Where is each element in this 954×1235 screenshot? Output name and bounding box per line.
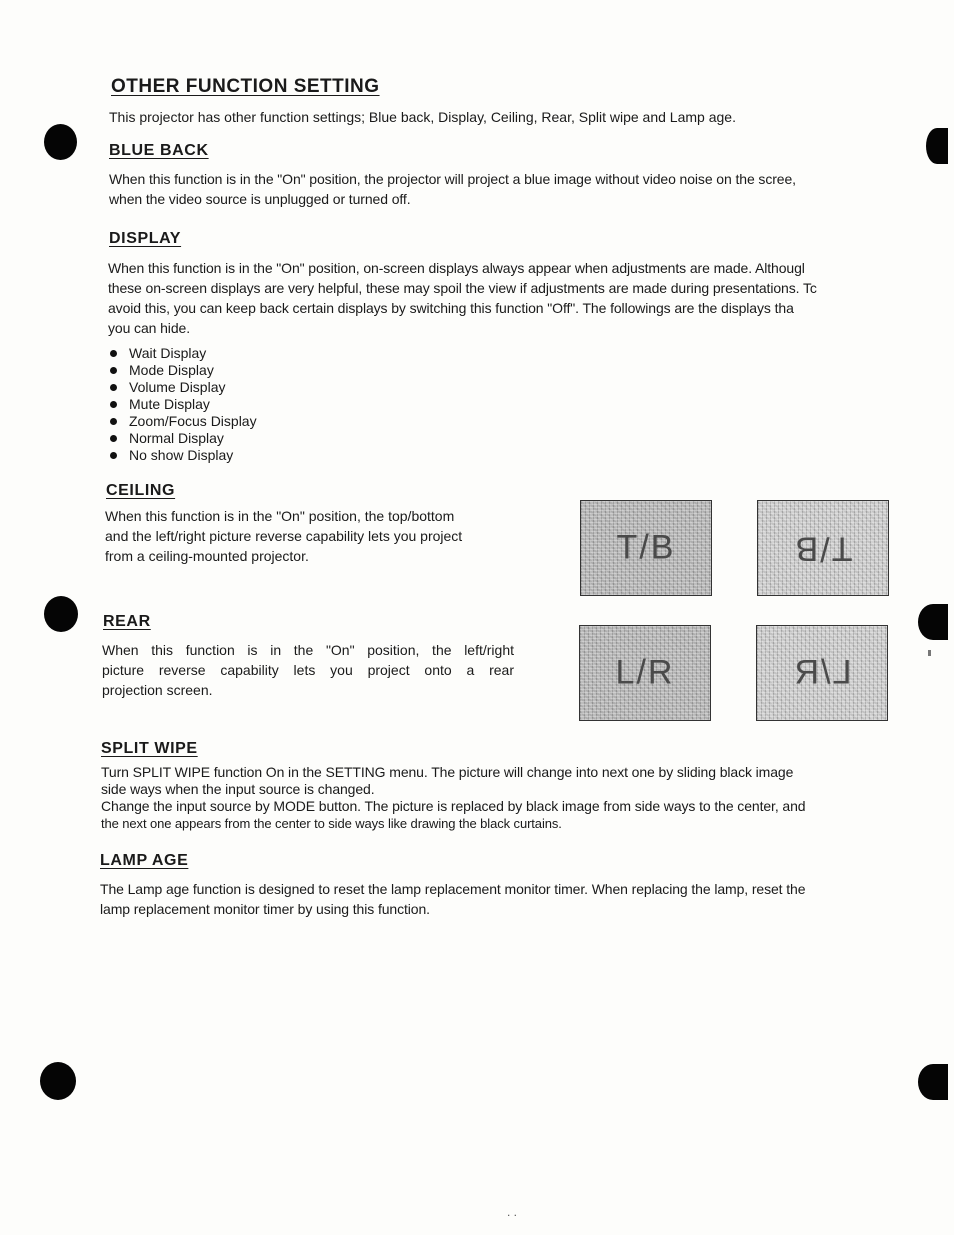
rear-line: When this function is in the "On" position, the left/right — [102, 642, 514, 658]
ceiling-line: from a ceiling-mounted projector. — [105, 548, 309, 564]
list-item: Normal Display — [108, 430, 257, 447]
list-item: Wait Display — [108, 345, 257, 362]
display-heading: DISPLAY — [109, 230, 182, 247]
ceiling-line: When this function is in the "On" position, the top/bottom — [105, 508, 455, 524]
list-item: Mode Display — [108, 362, 257, 379]
split-wipe-line: side ways when the input source is changed. — [101, 781, 375, 797]
list-item: Volume Display — [108, 379, 257, 396]
punch-hole-bottom-right — [918, 1064, 948, 1100]
punch-hole-top-left — [44, 124, 77, 160]
punch-hole-top-right — [926, 128, 948, 164]
list-item: No show Display — [108, 447, 257, 464]
blue-back-line: When this function is in the "On" position, the projector will project a blue image without video noise on the scree, — [109, 171, 796, 187]
page-number-mark: . . — [507, 1205, 518, 1219]
ceiling-text — [105, 506, 525, 566]
ceiling-reversed-image — [757, 500, 889, 596]
lamp-age-text — [100, 879, 945, 919]
page-title: OTHER FUNCTION SETTING — [111, 76, 380, 97]
display-text — [108, 258, 948, 338]
split-wipe-text — [101, 764, 946, 832]
ceiling-normal-label: T/B — [616, 528, 676, 567]
lamp-age-line: The Lamp age function is designed to reset the lamp replacement monitor timer. When replacing the lamp, reset the — [100, 881, 806, 897]
split-wipe-line: the next one appears from the center to side ways like drawing the black curtains. — [101, 816, 562, 831]
rear-reversed-image — [756, 625, 888, 721]
rear-text — [102, 640, 514, 700]
rear-reversed-label: L/R — [792, 653, 852, 692]
split-wipe-heading: SPLIT WIPE — [101, 740, 198, 757]
blue-back-text — [109, 169, 949, 209]
list-item: Zoom/Focus Display — [108, 413, 257, 430]
display-line: When this function is in the "On" position, on-screen displays always appear when adjustments are made. Althougl — [108, 260, 805, 276]
display-line: these on-screen displays are very helpful, these may spoil the view if adjustments are made during presentations. Tc — [108, 280, 817, 296]
list-item: Mute Display — [108, 396, 257, 413]
display-line: you can hide. — [108, 320, 190, 336]
ceiling-heading: CEILING — [106, 482, 176, 499]
ceiling-reversed-label: T/B — [793, 529, 853, 568]
rear-line: picture reverse capability lets you project onto a rear — [102, 662, 514, 678]
punch-hole-mid-right — [918, 604, 948, 640]
rear-normal-label: L/R — [615, 653, 675, 692]
rear-normal-image — [579, 625, 711, 721]
punch-hole-bottom-left — [40, 1062, 76, 1100]
split-wipe-line: Turn SPLIT WIPE function On in the SETTING menu. The picture will change into next one by sliding black image — [101, 764, 794, 780]
ceiling-line: and the left/right picture reverse capability lets you project — [105, 528, 463, 544]
rear-line: projection screen. — [102, 682, 213, 698]
display-list — [108, 345, 257, 464]
ceiling-normal-image — [580, 500, 712, 596]
display-line: avoid this, you can keep back certain displays by switching this function "Off". The followings are the displays tha — [108, 300, 794, 316]
lamp-age-line: lamp replacement monitor timer by using this function. — [100, 901, 430, 917]
rear-heading: REAR — [103, 613, 151, 630]
intro-text: This projector has other function settings; Blue back, Display, Ceiling, Rear, Split wipe and Lamp age. — [109, 109, 736, 125]
blue-back-heading: BLUE BACK — [109, 142, 209, 159]
blue-back-line: when the video source is unplugged or turned off. — [109, 191, 411, 207]
lamp-age-heading: LAMP AGE — [100, 852, 189, 869]
scan-speck — [928, 650, 931, 656]
split-wipe-line: Change the input source by MODE button. The picture is replaced by black image from side ways to the center, and — [101, 798, 806, 814]
punch-hole-mid-left — [44, 596, 78, 632]
